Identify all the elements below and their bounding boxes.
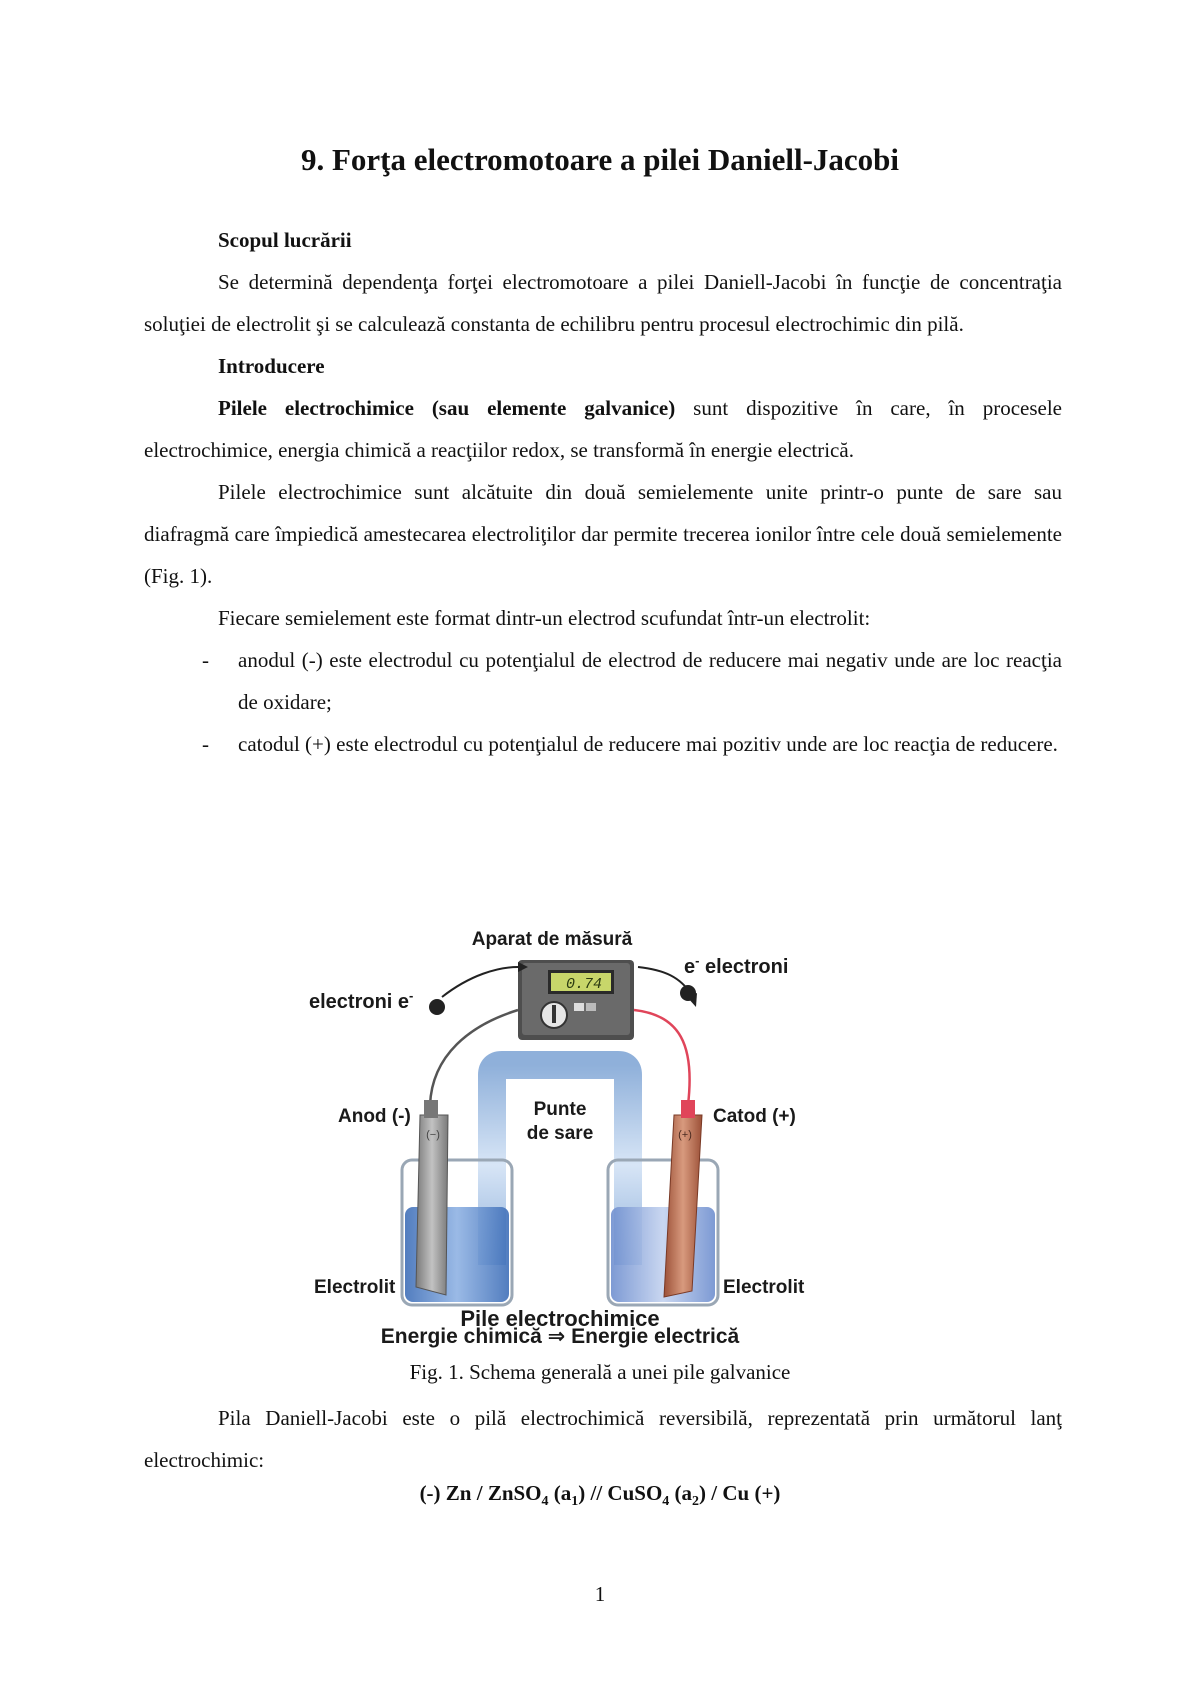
galvanic-cell-figure: [309, 915, 880, 1348]
electrode-list: [144, 639, 1062, 765]
cathode-clip: [681, 1100, 695, 1118]
main-text: [144, 219, 1062, 765]
page-number: 1: [594, 1582, 606, 1606]
list-item-text: anodul (-) este electrodul cu potenţialul de electrod de reducere mai negativ unde are loc reacţia de oxidare;: [238, 648, 1062, 714]
intro-paragraph-2: Pilele electrochimice sunt alcătuite din două semielemente unite printr-o punte de sare sau diafragmă care împiedică amestecarea electroliţilor dar permite trecerea ionilor între cele două semielemente (Fig. 1).: [144, 480, 1062, 588]
meter-title: Aparat de măsură: [471, 929, 633, 950]
intro-p1-rest: sunt dispozitive în care, în procesele electrochimice, energia chimică a reacţiilor redox, se transformă în energie electrică.: [144, 396, 1062, 462]
electrons-left-label: electroni e-: [309, 988, 414, 1013]
list-item-text: catodul (+) este electrodul cu potenţialul de reducere mai pozitiv unde are loc reacţia de reducere.: [238, 732, 1058, 756]
intro-paragraph-1: [144, 387, 1062, 471]
list-item: [144, 723, 1062, 765]
scope-paragraph: Se determină dependenţa forţei electromotoare a pilei Daniell-Jacobi în funcţie de concentraţia soluţiei de electrolit şi se calculează constanta de echilibru pentru procesul electrochimic din pilă.: [144, 270, 1062, 336]
figure-caption: Fig. 1. Schema generală a unei pile galvanice: [409, 1360, 791, 1384]
scope-heading: Scopul lucrării: [218, 228, 352, 252]
bridge-label-line2: de sare: [526, 1123, 594, 1144]
list-dash: -: [202, 732, 209, 756]
right-wire: [634, 1010, 690, 1105]
meter-device: [518, 960, 634, 1040]
bridge-label-line1: Punte: [533, 1099, 587, 1120]
list-dash: -: [202, 648, 209, 672]
cathode-label: Catod (+): [713, 1106, 796, 1127]
figure-footer-line2: Energie chimică ⇒ Energie electrică: [380, 1325, 740, 1348]
anode-clip: [424, 1100, 438, 1118]
daniell-paragraph: [144, 1397, 1062, 1481]
electrochemical-chain: (-) Zn / ZnSO$_4$ $(a_1)$ // CuSO$_4$ $(a_2)$ / Cu (+): [419, 1481, 781, 1510]
left-electron-arrow: [442, 967, 518, 997]
galvanic-cell-diagram: [309, 915, 880, 1348]
meter-reading: 0.74: [565, 976, 602, 993]
intro-bold-term: Pilele electrochimice (sau elemente galvanice): [218, 396, 676, 420]
daniell-text: Pila Daniell-Jacobi este o pilă electrochimică reversibilă, reprezentată prin următorul lanţ electrochimic:: [144, 1406, 1062, 1472]
page-title: 9. Forţa electromotoare a pilei Daniell-Jacobi: [300, 142, 900, 177]
intro-heading: Introducere: [218, 354, 325, 378]
zinc-anode: [416, 1115, 448, 1295]
figure-footer-line1: Pile electrochimice: [460, 1306, 660, 1331]
electrolyte-left-label: Electrolit: [314, 1277, 396, 1298]
intro-paragraph-3: Fiecare semielement este format dintr-un electrod scufundat într-un electrolit:: [218, 606, 871, 630]
electron-right-icon: [680, 985, 696, 1001]
anode-label: Anod (-): [338, 1106, 411, 1127]
electrons-right-label: e- electroni: [684, 953, 789, 978]
cathode-sign: (+): [678, 1129, 692, 1141]
electrolyte-right-label: Electrolit: [723, 1277, 805, 1298]
anode-sign: (−): [426, 1129, 440, 1141]
list-item: [144, 639, 1062, 723]
electron-left-icon: [429, 999, 445, 1015]
